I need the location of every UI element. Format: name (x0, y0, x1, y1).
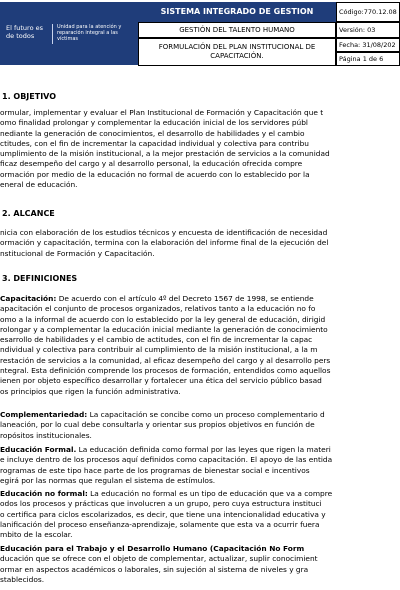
text-line (0, 489, 400, 499)
text-line: ficaz desempeño del cargo y al desarrollo personal, la educación ofrecida compre (0, 159, 303, 169)
definition-term: Complementariedad: (0, 410, 88, 419)
definition-text: La educación no formal es un tipo de educación que va a compre (87, 489, 333, 498)
text-line: stablecidos. (0, 574, 45, 584)
text-line: odos los procesos y prácticas que involucren a un grupo, pero cuya estructura instituci (0, 499, 322, 509)
text-line: ormular, implementar y evaluar el Plan Institucional de Formación y Capacitación que t (0, 108, 324, 117)
document-header (0, 0, 400, 68)
section-heading-definiciones: 3. DEFINICIONES (2, 274, 78, 283)
text-line (0, 445, 400, 455)
text-line (0, 294, 400, 304)
page-number: Página 1 de 6 (336, 52, 400, 66)
definition-educacion-trabajo (0, 544, 400, 585)
text-line: nediante la generación de conocimientos, el desarrollo de habilidades y el cambio (0, 128, 305, 138)
text-line: eneral de educación. (0, 180, 78, 190)
text-line: omo a la informal de acuerdo con lo establecido por la ley general de educación, dirigid (0, 314, 326, 324)
objetivo-paragraph (0, 108, 400, 190)
text-line: esarrollo de habilidades y el cambio de actitudes, con el fin de incrementar la capac (0, 335, 313, 345)
text-line: egirá por las normas que regulan el sistema de estímulos. (0, 475, 216, 485)
document-title-line-1: FORMULACIÓN DEL PLAN INSTITUCIONAL DE (158, 43, 316, 51)
text-line: nstitucional de Formación y Capacitación. (0, 248, 155, 258)
document-title-line-2: CAPACITACIÓN. (210, 52, 264, 60)
logo-text-primary: El futuro es de todos (6, 24, 44, 40)
text-line: laneación, por lo cual debe consultarla y orientar sus propios objetivos en función de (0, 420, 315, 430)
text-line: rogramas de este tipo hace parte de los programas de bienestar social e incentivos (0, 465, 310, 475)
document-version: Versión: 03 (336, 22, 400, 38)
definition-term: Educación para el Trabajo y el Desarrollo Humano (Capacitación No Form (0, 544, 305, 553)
text-line: os principios que rigen la función administrativa. (0, 386, 181, 396)
section-heading-objetivo: 1. OBJETIVO (2, 92, 57, 101)
text-line: mbito de la escolar. (0, 530, 73, 540)
definition-complementariedad (0, 410, 400, 441)
alcance-paragraph (0, 228, 400, 259)
logo-text-secondary: Unidad para la atención y reparación integral a las víctimas (57, 24, 122, 42)
text-line: e incluye dentro de los procesos aquí definidos como capacitación. El apoyo de las entida (0, 455, 333, 465)
text-line: lanificación del proceso enseñanza-aprendizaje, solamente que esta va a ocurrir fuera (0, 519, 320, 529)
institution-logo (0, 2, 138, 65)
definition-text: La educación definida como formal por las leyes que rigen la materi (76, 445, 331, 454)
definition-educacion-formal (0, 445, 400, 486)
document-body (0, 86, 400, 590)
document-code: Código:770.12.08 (336, 2, 400, 22)
text-line (0, 410, 400, 420)
text-line: ntegral. Esta definición comprende los procesos de formación, entendidos como aquellos (0, 366, 331, 376)
text-line: ienen por objeto específico desarrollar y fortalecer una ética del servicio público basad (0, 376, 322, 386)
logo-divider (52, 24, 53, 44)
definition-educacion-no-formal (0, 489, 400, 540)
definition-capacitacion (0, 294, 400, 397)
text-line: ducación que se ofrece con el objeto de complementar, actualizar, suplir conocimient (0, 554, 318, 564)
text-line: o certifica para ciclos escolarizados, es decir, que tiene una intencionalidad educativa y (0, 509, 326, 519)
document-date: Fecha: 31/08/202 (336, 38, 400, 52)
text-line: apacitación el conjunto de procesos organizados, relativos tanto a la educación no fo (0, 304, 316, 314)
definition-text: La capacitación se concibe como un proceso complementario d (87, 410, 325, 419)
text-line: umplimiento de la misión institucional, a la mejor prestación de servicios a la comunidad (0, 149, 330, 159)
text-line: restación de servicios a la comunidad, al eficaz desempeño del cargo y al desarrollo pers (0, 355, 331, 365)
section-heading-alcance: 2. ALCANCE (2, 209, 55, 218)
document-title (138, 38, 336, 66)
text-line: omo finalidad prolongar y complementar la educación inicial de los servidores públ (0, 118, 308, 128)
definition-term: Educación Formal. (0, 445, 77, 454)
area-title: GESTIÓN DEL TALENTO HUMANO (138, 22, 336, 38)
system-title: SISTEMA INTEGRADO DE GESTION (138, 2, 336, 22)
definition-text: De acuerdo con el artículo 4º del Decreto 1567 de 1998, se entiende (56, 294, 314, 303)
text-line: nicia con elaboración de los estudios técnicos y encuesta de identificación de necesidad (0, 228, 328, 237)
definition-term: Educación no formal: (0, 489, 88, 498)
text-line: ropósitos institucionales. (0, 430, 92, 440)
text-line: ormar en aspectos académicos o laborales, sin sujeción al sistema de niveles y gra (0, 564, 309, 574)
text-line: ormación y capacitación, termina con la elaboración del informe final de la ejecución del (0, 238, 329, 248)
text-line: ormación por medio de la educación no formal de acuerdo con lo establecido por la (0, 169, 310, 179)
definition-term: Capacitación: (0, 294, 57, 303)
text-line: ndividual y colectiva para contribuir al cumplimiento de la misión institucional, a la m (0, 345, 318, 355)
text-line: ctitudes, con el fin de incrementar la capacidad individual y colectiva para contribu (0, 138, 309, 148)
text-line: rolongar y a complementar la educación inicial mediante la generación de conocimiento (0, 324, 328, 334)
